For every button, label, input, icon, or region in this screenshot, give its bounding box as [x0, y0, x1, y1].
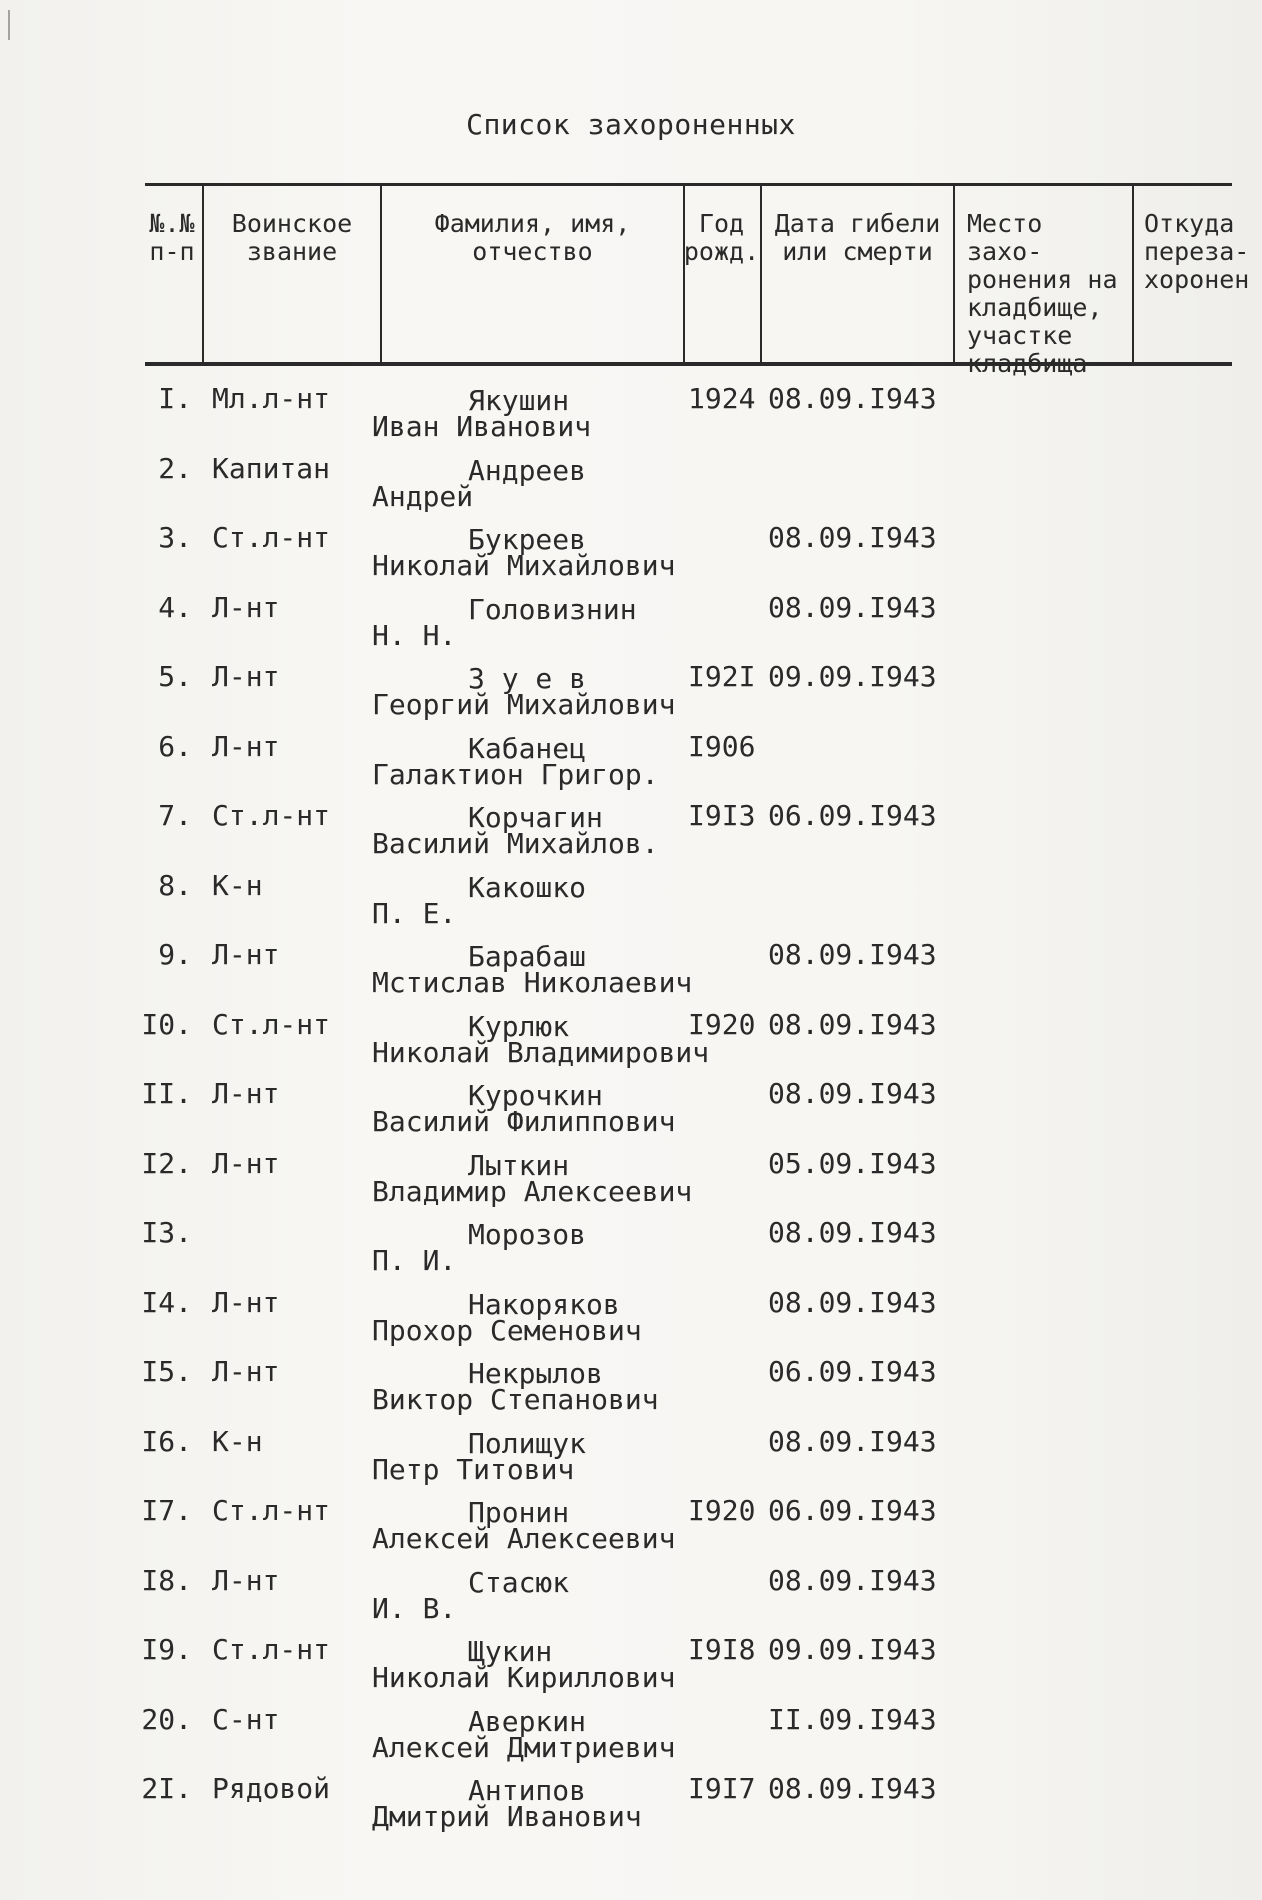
row-number: I6. [141, 1424, 192, 1458]
birth-year: I9I7 [688, 1772, 756, 1805]
header-date: Дата гибели или смерти [774, 209, 941, 266]
row-number: I3. [141, 1216, 192, 1249]
table-row [0, 452, 1262, 522]
given-names: И. В. [372, 1591, 457, 1625]
military-rank: Рядовой [212, 1772, 331, 1805]
death-date: 08.09.I943 [768, 1772, 937, 1805]
military-rank: С-нт [212, 1702, 280, 1736]
table-row [0, 1772, 1262, 1842]
given-names: П. Е. [372, 896, 457, 930]
table-row [0, 382, 1262, 452]
death-date: 08.09.I943 [768, 590, 937, 624]
death-date: 09.09.I943 [768, 660, 937, 693]
surname: З у е в [468, 662, 587, 695]
given-names: Алексей Алексеевич [372, 1522, 676, 1555]
row-number: 5. [158, 660, 192, 693]
military-rank: Л-нт [212, 1077, 280, 1110]
row-number: I5. [141, 1355, 192, 1388]
military-rank: Капитан [212, 451, 331, 485]
surname: Накоряков [468, 1287, 620, 1321]
military-rank: Л-нт [212, 1146, 280, 1180]
surname: Лыткин [468, 1148, 570, 1182]
death-date: 05.09.I943 [768, 1146, 937, 1180]
surname: Курочкин [468, 1079, 603, 1112]
surname: Аверкин [468, 1704, 587, 1738]
surname: Курлюк [468, 1009, 570, 1043]
military-rank: Л-нт [212, 1563, 280, 1597]
given-names: Виктор Степанович [372, 1383, 659, 1416]
given-names: Василий Филиппович [372, 1105, 676, 1138]
header-rank: Воинское звание [231, 209, 353, 266]
table-row [0, 1216, 1262, 1286]
row-number: I9. [141, 1633, 192, 1666]
row-number: 2. [158, 451, 192, 485]
table-row [0, 1425, 1262, 1495]
table-row [0, 799, 1262, 869]
given-names: Прохор Семенович [372, 1313, 642, 1347]
row-number: 2I. [141, 1772, 192, 1805]
table-row [0, 660, 1262, 730]
death-date: 08.09.I943 [768, 1563, 937, 1597]
table-row [0, 1355, 1262, 1425]
military-rank: Ст.л-нт [212, 1494, 331, 1527]
military-rank: Мл.л-нт [212, 382, 331, 415]
death-date: II.09.I943 [768, 1702, 937, 1736]
military-rank: Ст.л-нт [212, 1633, 331, 1666]
military-rank: К-н [212, 868, 263, 902]
row-number: I0. [141, 1007, 192, 1041]
burial-list [0, 382, 1262, 1842]
death-date: 08.09.I943 [768, 1216, 937, 1249]
birth-year: I9I8 [688, 1633, 756, 1666]
given-names: Георгий Михайлович [372, 688, 676, 721]
table-row [0, 1286, 1262, 1356]
death-date: 08.09.I943 [768, 938, 937, 971]
row-number: I. [158, 382, 192, 415]
given-names: Иван Иванович [372, 410, 592, 443]
given-names: Николай Михайлович [372, 549, 676, 582]
birth-year: 1924 [688, 382, 756, 415]
surname: Корчагин [468, 801, 603, 834]
row-number: I4. [141, 1285, 192, 1319]
given-names: Н. Н. [372, 618, 457, 652]
surname: Якушин [468, 384, 570, 417]
surname: Барабаш [468, 940, 587, 973]
given-names: Алексей Дмитриевич [372, 1730, 676, 1764]
military-rank: Ст.л-нт [212, 521, 331, 554]
header-from: Откуда переза- хоронен [1144, 210, 1250, 294]
surname: Кабанец [468, 731, 587, 765]
given-names: Мстислав Николаевич [372, 966, 693, 999]
military-rank: Л-нт [212, 590, 280, 624]
death-date: 06.09.I943 [768, 1494, 937, 1527]
row-number: I2. [141, 1146, 192, 1180]
surname: Андреев [468, 453, 587, 487]
table-row [0, 1703, 1262, 1773]
table-row [0, 521, 1262, 591]
table-row [0, 869, 1262, 939]
header-place: Место захо- ронения на кладбище, участке кладбища [967, 209, 1118, 378]
surname: Щукин [468, 1635, 553, 1668]
table-row [0, 1564, 1262, 1634]
death-date: 08.09.I943 [768, 382, 937, 415]
given-names: Николай Кириллович [372, 1661, 676, 1694]
given-names: Николай Владимирович [372, 1035, 710, 1069]
given-names: Владимир Алексеевич [372, 1174, 693, 1208]
header-name: Фамилия, имя, отчество [434, 209, 631, 266]
surname: Головизнин [468, 592, 637, 626]
row-number: I7. [141, 1494, 192, 1527]
header-year: Год рожд. [683, 209, 760, 266]
death-date: 09.09.I943 [768, 1633, 937, 1666]
table-row [0, 1494, 1262, 1564]
table-row [0, 1147, 1262, 1217]
row-number: 7. [158, 799, 192, 832]
birth-year: I920 [688, 1494, 756, 1527]
military-rank: Л-нт [212, 938, 280, 971]
document-title: Список захороненных [466, 108, 796, 141]
given-names: Василий Михайлов. [372, 827, 659, 860]
military-rank: Л-нт [212, 1285, 280, 1319]
header-num: №.№ п-п [149, 209, 195, 266]
death-date: 06.09.I943 [768, 1355, 937, 1388]
table-row [0, 730, 1262, 800]
surname: Полищук [468, 1426, 587, 1460]
surname: Стасюк [468, 1565, 570, 1599]
death-date: 08.09.I943 [768, 1285, 937, 1319]
table-row [0, 591, 1262, 661]
given-names: Галактион Григор. [372, 757, 659, 791]
military-rank: Л-нт [212, 729, 280, 763]
table-row [0, 1633, 1262, 1703]
death-date: 06.09.I943 [768, 799, 937, 832]
military-rank: Л-нт [212, 660, 280, 693]
given-names: Дмитрий Иванович [372, 1800, 642, 1833]
birth-year: I9I3 [688, 799, 756, 832]
header-top-rule [145, 183, 1232, 186]
given-names: Петр Титович [372, 1452, 575, 1486]
birth-year: I906 [688, 729, 756, 763]
death-date: 08.09.I943 [768, 521, 937, 554]
military-rank: К-н [212, 1424, 263, 1458]
death-date: 08.09.I943 [768, 1077, 937, 1110]
scan-edge-mark [8, 10, 10, 40]
surname: Морозов [468, 1218, 587, 1251]
surname: Некрылов [468, 1357, 603, 1390]
death-date: 08.09.I943 [768, 1007, 937, 1041]
table-row [0, 1008, 1262, 1078]
birth-year: I920 [688, 1007, 756, 1041]
surname: Какошко [468, 870, 587, 904]
surname: Букреев [468, 523, 587, 556]
row-number: 4. [158, 590, 192, 624]
military-rank: Л-нт [212, 1355, 280, 1388]
row-number: 20. [141, 1702, 192, 1736]
row-number: 8. [158, 868, 192, 902]
table-row [0, 938, 1262, 1008]
military-rank: Ст.л-нт [212, 1007, 331, 1041]
row-number: 3. [158, 521, 192, 554]
row-number: II. [141, 1077, 192, 1110]
row-number: 6. [158, 729, 192, 763]
birth-year: I92I [688, 660, 756, 693]
surname: Пронин [468, 1496, 570, 1529]
row-number: I8. [141, 1563, 192, 1597]
row-number: 9. [158, 938, 192, 971]
table-row [0, 1077, 1262, 1147]
death-date: 08.09.I943 [768, 1424, 937, 1458]
military-rank: Ст.л-нт [212, 799, 331, 832]
surname: Антипов [468, 1774, 587, 1807]
given-names: П. И. [372, 1244, 457, 1277]
given-names: Андрей [372, 479, 474, 513]
